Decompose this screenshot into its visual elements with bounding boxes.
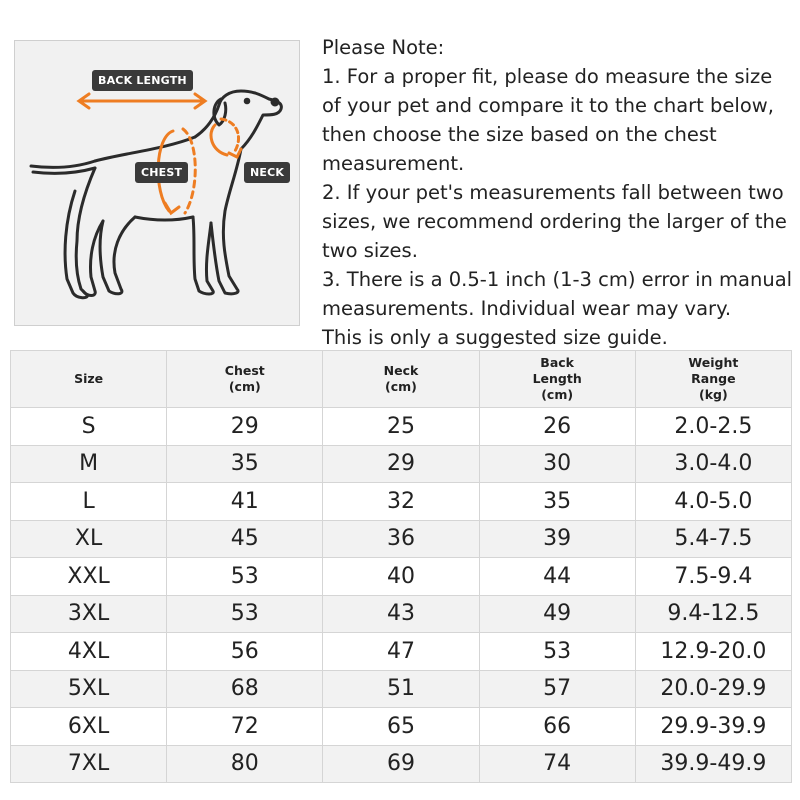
header-size: Size [11, 351, 167, 408]
cell-neck: 40 [323, 558, 479, 596]
cell-chest: 53 [167, 558, 323, 596]
table-row [11, 483, 792, 521]
cell-chest: 41 [167, 483, 323, 521]
header-chest: Chest (cm) [167, 351, 323, 408]
cell-weight: 5.4-7.5 [635, 520, 791, 558]
cell-weight: 29.9-39.9 [635, 708, 791, 746]
cell-chest: 56 [167, 633, 323, 671]
table-row [11, 708, 792, 746]
cell-back-length: 30 [479, 445, 635, 483]
cell-back-length: 39 [479, 520, 635, 558]
header-weight-range: Weight Range (kg) [635, 351, 791, 408]
table-row [11, 520, 792, 558]
cell-weight: 4.0-5.0 [635, 483, 791, 521]
cell-size: S [11, 408, 167, 446]
cell-chest: 29 [167, 408, 323, 446]
cell-back-length: 49 [479, 595, 635, 633]
cell-back-length: 57 [479, 670, 635, 708]
cell-back-length: 35 [479, 483, 635, 521]
table-row [11, 745, 792, 783]
cell-chest: 68 [167, 670, 323, 708]
cell-chest: 72 [167, 708, 323, 746]
cell-back-length: 74 [479, 745, 635, 783]
header-back-length: Back Length (cm) [479, 351, 635, 408]
cell-size: 3XL [11, 595, 167, 633]
cell-neck: 69 [323, 745, 479, 783]
note-2: 2. If your pet's measurements fall between two sizes, we recommend ordering the larger of the two sizes. [322, 181, 787, 262]
table-row [11, 558, 792, 596]
note-disclaimer: This is only a suggested size guide. [322, 326, 668, 349]
back-length-label: BACK LENGTH [92, 70, 193, 91]
cell-neck: 25 [323, 408, 479, 446]
size-chart-table [10, 350, 792, 783]
notes-heading: Please Note: [322, 36, 445, 59]
cell-weight: 20.0-29.9 [635, 670, 791, 708]
cell-size: M [11, 445, 167, 483]
table-row [11, 445, 792, 483]
table-row [11, 408, 792, 446]
cell-size: 5XL [11, 670, 167, 708]
cell-back-length: 66 [479, 708, 635, 746]
cell-size: 7XL [11, 745, 167, 783]
table-row [11, 595, 792, 633]
table-row [11, 670, 792, 708]
cell-neck: 32 [323, 483, 479, 521]
dog-measurement-diagram [14, 40, 300, 326]
cell-back-length: 26 [479, 408, 635, 446]
size-notes [322, 33, 796, 352]
cell-back-length: 44 [479, 558, 635, 596]
cell-weight: 2.0-2.5 [635, 408, 791, 446]
cell-weight: 12.9-20.0 [635, 633, 791, 671]
note-3: 3. There is a 0.5-1 inch (1-3 cm) error in manual measurements. Individual wear may vary. [322, 268, 793, 320]
cell-chest: 45 [167, 520, 323, 558]
cell-weight: 39.9-49.9 [635, 745, 791, 783]
table-row [11, 633, 792, 671]
cell-neck: 51 [323, 670, 479, 708]
cell-back-length: 53 [479, 633, 635, 671]
neck-label: NECK [244, 162, 290, 183]
chest-label: CHEST [135, 162, 188, 183]
table-header-row [11, 351, 792, 408]
cell-chest: 35 [167, 445, 323, 483]
cell-weight: 7.5-9.4 [635, 558, 791, 596]
cell-neck: 36 [323, 520, 479, 558]
cell-size: 6XL [11, 708, 167, 746]
cell-chest: 80 [167, 745, 323, 783]
cell-size: XL [11, 520, 167, 558]
cell-neck: 47 [323, 633, 479, 671]
cell-weight: 9.4-12.5 [635, 595, 791, 633]
cell-neck: 29 [323, 445, 479, 483]
header-neck: Neck (cm) [323, 351, 479, 408]
cell-chest: 53 [167, 595, 323, 633]
cell-weight: 3.0-4.0 [635, 445, 791, 483]
cell-neck: 65 [323, 708, 479, 746]
cell-size: 4XL [11, 633, 167, 671]
note-1: 1. For a proper fit, please do measure the size of your pet and compare it to the chart below, then choose the size based on the chest measurement. [322, 65, 774, 175]
cell-size: L [11, 483, 167, 521]
cell-size: XXL [11, 558, 167, 596]
cell-neck: 43 [323, 595, 479, 633]
